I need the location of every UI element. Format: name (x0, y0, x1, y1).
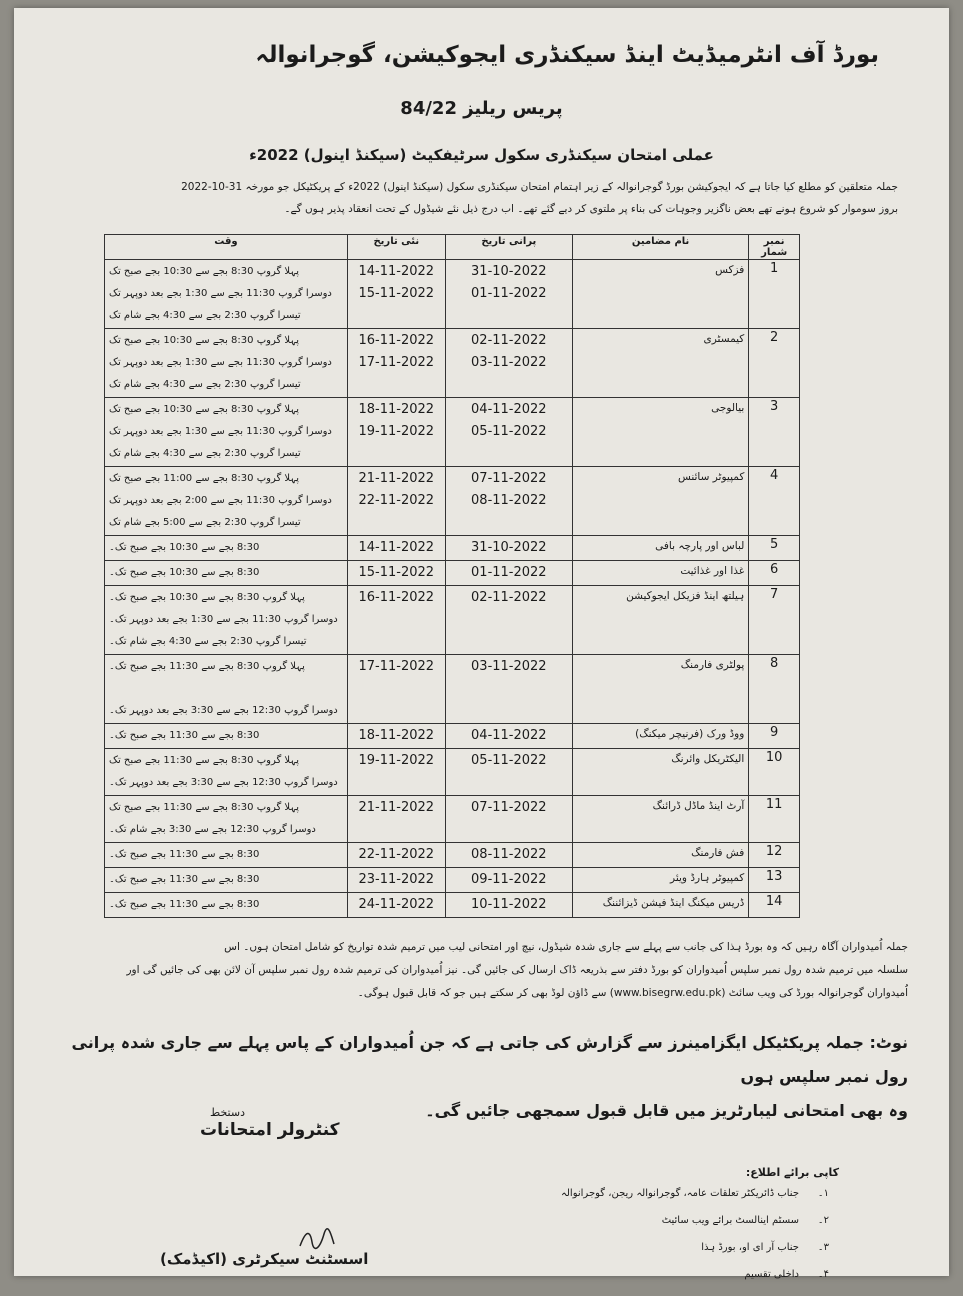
serial-number-cell: 12 (749, 843, 800, 868)
time-cell (105, 536, 348, 561)
serial-number-cell: 13 (749, 868, 800, 893)
new-date: 19-11-2022 (358, 424, 435, 439)
signature-scribble (296, 1228, 336, 1250)
old-date-cell (445, 536, 572, 561)
new-date: 22-11-2022 (358, 847, 435, 862)
time-cell (105, 467, 348, 536)
time-slot: دوسرا گروپ 12:30 بجے سے 3:30 بجے بعد دوپہر تک۔ (109, 777, 338, 788)
time-cell (105, 749, 348, 796)
signed-label: دستخط (210, 1106, 245, 1119)
time-cell (105, 868, 348, 893)
subject-cell: بیالوجی (572, 398, 748, 467)
old-date: 02-11-2022 (471, 333, 547, 348)
table-row (105, 329, 800, 398)
time-slot: دوسرا گروپ 11:30 بجے سے 1:30 بجے بعد دوپہر تک (109, 357, 332, 368)
new-date-cell (347, 398, 445, 467)
old-date: 08-11-2022 (471, 847, 547, 862)
new-date-cell (347, 260, 445, 329)
time-cell (105, 586, 348, 655)
note-line: نوٹ: جملہ پریکٹیکل ایگزامینرز سے گزارش کی جاتی ہے کہ جن اُمیدواران کے پاس پہلے سے جاری شدہ پرانی رول نمبر سلپس ہوں (71, 1033, 908, 1086)
time-slot: 8:30 بجے سے 11:30 بجے صبح تک۔ (109, 899, 260, 910)
time-slot: 8:30 بجے سے 10:30 بجے صبح تک۔ (109, 542, 260, 553)
press-release-number: پریس ریلیز 84/22 (400, 98, 563, 119)
time-slot: پہلا گروپ 8:30 بجے سے 10:30 بجے صبح تک۔ (109, 592, 305, 603)
subject-cell: غذا اور غذائیت (572, 561, 748, 586)
serial-number-cell: 9 (749, 724, 800, 749)
new-date-cell (347, 893, 445, 918)
old-date-cell (445, 724, 572, 749)
intro-line: بروز سوموار کو شروع ہونے تھے بعض ناگزیر وجوہات کی بناء پر ملتوی کر دیے گئے تھے۔ اب درج ذیل نئے شیڈول کے تحت انعقاد پذیر ہوں گے۔ (284, 203, 898, 215)
serial-number-cell: 5 (749, 536, 800, 561)
table-row (105, 586, 800, 655)
old-date: 05-11-2022 (471, 753, 547, 768)
old-date: 10-11-2022 (471, 897, 547, 912)
time-cell (105, 329, 348, 398)
subject-cell: ووڈ ورک (فرنیچر میکنگ) (572, 724, 748, 749)
old-date-cell (445, 868, 572, 893)
time-slot (109, 678, 343, 700)
subject-cell: الیکٹریکل وائرنگ (572, 749, 748, 796)
old-date: 09-11-2022 (471, 872, 547, 887)
serial-number-cell: 2 (749, 329, 800, 398)
time-slot: پہلا گروپ 8:30 بجے سے 11:30 بجے صبح تک (109, 802, 300, 813)
table-row (105, 796, 800, 843)
old-date: 31-10-2022 (471, 264, 547, 279)
header-time: وقت (105, 235, 348, 260)
time-slot: 8:30 بجے سے 11:30 بجے صبح تک۔ (109, 849, 260, 860)
table-row (105, 561, 800, 586)
old-date: 01-11-2022 (471, 565, 547, 580)
old-date-cell (445, 586, 572, 655)
new-date-cell (347, 843, 445, 868)
old-date-cell (445, 893, 572, 918)
document-page (14, 8, 949, 1280)
new-date: 17-11-2022 (358, 659, 435, 674)
copy-heading: کاپی برائے اطلاع: (745, 1166, 839, 1179)
old-date-cell (445, 561, 572, 586)
time-cell (105, 893, 348, 918)
time-slot: پہلا گروپ 8:30 بجے سے 10:30 بجے صبح تک (109, 404, 300, 415)
schedule-table (104, 234, 800, 918)
time-slot: تیسرا گروپ 2:30 بجے سے 4:30 بجے شام تک (109, 448, 301, 459)
notice-paragraph (58, 936, 908, 1005)
table-row (105, 467, 800, 536)
new-date: 16-11-2022 (358, 333, 435, 348)
exam-title: عملی امتحان سیکنڈری سکول سرٹیفکیٹ (سیکنڈ اینول) 2022ء (249, 146, 714, 164)
old-date-cell (445, 796, 572, 843)
new-date: 14-11-2022 (358, 540, 435, 555)
note-paragraph (58, 1026, 908, 1128)
time-slot: دوسرا گروپ 11:30 بجے سے 2:00 بجے بعد دوپہر تک (109, 495, 332, 506)
old-date: 08-11-2022 (471, 493, 547, 508)
subject-cell: ڈریس میکنگ اینڈ فیشن ڈیزائننگ (572, 893, 748, 918)
list-item-number: ۱۔ (817, 1188, 829, 1199)
new-date-cell (347, 586, 445, 655)
time-slot: پہلا گروپ 8:30 بجے سے 10:30 بجے صبح تک (109, 335, 300, 346)
new-date: 15-11-2022 (358, 565, 435, 580)
time-cell (105, 398, 348, 467)
new-date: 22-11-2022 (358, 493, 435, 508)
new-date: 18-11-2022 (358, 728, 435, 743)
time-slot: پہلا گروپ 8:30 بجے سے 11:30 بجے صبح تک (109, 755, 300, 766)
new-date: 23-11-2022 (358, 872, 435, 887)
new-date: 15-11-2022 (358, 286, 435, 301)
new-date: 16-11-2022 (358, 590, 435, 605)
new-date-cell (347, 749, 445, 796)
new-date-cell (347, 561, 445, 586)
serial-number-cell: 11 (749, 796, 800, 843)
new-date-cell (347, 329, 445, 398)
new-date: 14-11-2022 (358, 264, 435, 279)
new-date: 21-11-2022 (358, 800, 435, 815)
time-slot: تیسرا گروپ 2:30 بجے سے 4:30 بجے شام تک (109, 379, 301, 390)
intro-line: جملہ متعلقین کو مطلع کیا جاتا ہے کہ ایجوکیشن بورڈ گوجرانوالہ کے زیر اہتمام امتحان سیکنڈری سکول (سیکنڈ اینول) 2022ء کے پریکٹیکل جو مورخہ 31-10-2022 (181, 181, 898, 193)
old-date: 07-11-2022 (471, 800, 547, 815)
new-date-cell (347, 796, 445, 843)
serial-number-cell: 6 (749, 561, 800, 586)
old-date: 04-11-2022 (471, 402, 547, 417)
time-slot: پہلا گروپ 8:30 بجے سے 10:30 بجے صبح تک (109, 266, 300, 277)
time-slot: دوسرا گروپ 12:30 بجے سے 3:30 بجے شام تک۔ (109, 824, 316, 835)
subject-cell: آرٹ اینڈ ماڈل ڈرائنگ (572, 796, 748, 843)
table-row (105, 868, 800, 893)
serial-number-cell: 3 (749, 398, 800, 467)
list-item (369, 1188, 829, 1215)
list-item (369, 1215, 829, 1242)
notice-line: سلسلہ میں ترمیم شدہ رول نمبر سلپس اُمیدواران کو بورڈ دفتر سے بذریعہ ڈاک ارسال کی جائیں گی۔ نیز اُمیدواران کی ترمیم شدہ رول نمبر سلپس آن لائن بھی کی جائیں گی اور (126, 964, 908, 976)
subject-cell: کیمسٹری (572, 329, 748, 398)
list-item (369, 1242, 829, 1269)
intro-paragraph (58, 176, 898, 220)
old-date: 01-11-2022 (471, 286, 547, 301)
old-date: 03-11-2022 (471, 355, 547, 370)
controller-title: کنٹرولر امتحانات (200, 1120, 340, 1140)
list-item-text: جناب ڈائریکٹر تعلقات عامہ، گوجرانوالہ ریجن، گوجرانوالہ (561, 1188, 799, 1199)
table-row (105, 724, 800, 749)
subject-cell: فزکس (572, 260, 748, 329)
subject-cell: کمپیوٹر ہارڈ ویئر (572, 868, 748, 893)
time-slot: تیسرا گروپ 2:30 بجے سے 4:30 بجے شام تک (109, 310, 301, 321)
notice-line: اُمیدواران گوجرانوالہ بورڈ کی ویب سائٹ (www.bisegrw.edu.pk) سے ڈاؤن لوڈ بھی کر سکتے ہیں جو کہ قابل قبول ہوگی۔ (357, 987, 908, 999)
list-item-text: داخلی تقسیم (744, 1269, 799, 1280)
old-date-cell (445, 843, 572, 868)
time-slot: دوسرا گروپ 11:30 بجے سے 1:30 بجے بعد دوپہر تک (109, 288, 332, 299)
serial-number-cell: 14 (749, 893, 800, 918)
board-name: بورڈ آف انٹرمیڈیٹ اینڈ سیکنڈری ایجوکیشن، گوجرانوالہ (255, 42, 879, 68)
serial-number-cell: 7 (749, 586, 800, 655)
header-new-date: نئی تاریخ (347, 235, 445, 260)
header-old-date: پرانی تاریخ (445, 235, 572, 260)
list-item-number: ۳۔ (817, 1242, 829, 1253)
time-slot: 8:30 بجے سے 10:30 بجے صبح تک۔ (109, 567, 260, 578)
time-cell (105, 843, 348, 868)
list-item (369, 1269, 829, 1296)
new-date-cell (347, 655, 445, 724)
time-slot: دوسرا گروپ 12:30 بجے سے 3:30 بجے بعد دوپہر تک۔ (109, 705, 338, 716)
old-date-cell (445, 329, 572, 398)
table-row (105, 398, 800, 467)
time-slot: 8:30 بجے سے 11:30 بجے صبح تک۔ (109, 730, 260, 741)
header-subject: نام مضامین (572, 235, 748, 260)
new-date-cell (347, 536, 445, 561)
list-item-text: سسٹم اینالسٹ برائے ویب سائیٹ (661, 1215, 799, 1226)
new-date-cell (347, 724, 445, 749)
table-row (105, 749, 800, 796)
time-cell (105, 561, 348, 586)
time-slot: پہلا گروپ 8:30 بجے سے 11:00 بجے صبح تک (109, 473, 300, 484)
old-date-cell (445, 398, 572, 467)
table-header-row (105, 235, 800, 260)
subject-cell: کمپیوٹر سائنس (572, 467, 748, 536)
notice-line: جملہ اُمیدواران آگاہ رہیں کہ وہ بورڈ ہذا کی جانب سے پہلے سے جاری شدہ شیڈول، نیچ اور امتحانی لیب میں ترمیم شدہ تواریخ کو شامل امتحان ہوں۔ اس (224, 941, 908, 953)
old-date: 04-11-2022 (471, 728, 547, 743)
table-row (105, 655, 800, 724)
table-row (105, 536, 800, 561)
table-row (105, 893, 800, 918)
new-date: 18-11-2022 (358, 402, 435, 417)
new-date: 21-11-2022 (358, 471, 435, 486)
time-slot: 8:30 بجے سے 11:30 بجے صبح تک۔ (109, 874, 260, 885)
header-serial-number: نمبر شمار (749, 235, 800, 260)
time-cell (105, 796, 348, 843)
old-date-cell (445, 260, 572, 329)
time-cell (105, 260, 348, 329)
time-slot: پہلا گروپ 8:30 بجے سے 11:30 بجے صبح تک۔ (109, 661, 305, 672)
subject-cell: پولٹری فارمنگ (572, 655, 748, 724)
table-row (105, 260, 800, 329)
old-date: 03-11-2022 (471, 659, 547, 674)
old-date: 31-10-2022 (471, 540, 547, 555)
new-date-cell (347, 467, 445, 536)
new-date: 24-11-2022 (358, 897, 435, 912)
subject-cell: لباس اور پارچہ بافی (572, 536, 748, 561)
serial-number-cell: 4 (749, 467, 800, 536)
serial-number-cell: 8 (749, 655, 800, 724)
note-line: وہ بھی امتحانی لیبارٹریز میں قابل قبول سمجھی جائیں گی۔ (425, 1101, 908, 1120)
old-date-cell (445, 749, 572, 796)
time-slot: دوسرا گروپ 11:30 بجے سے 1:30 بجے بعد دوپہر تک۔ (109, 614, 338, 625)
list-item-text: جناب آر ای او، بورڈ ہذا (701, 1242, 799, 1253)
list-item-number: ۲۔ (817, 1215, 829, 1226)
old-date: 02-11-2022 (471, 590, 547, 605)
old-date-cell (445, 467, 572, 536)
subject-cell: فش فارمنگ (572, 843, 748, 868)
old-date: 07-11-2022 (471, 471, 547, 486)
list-item-number: ۴۔ (817, 1269, 829, 1280)
subject-cell: ہیلتھ اینڈ فزیکل ایجوکیشن (572, 586, 748, 655)
time-slot: تیسرا گروپ 2:30 بجے سے 5:00 بجے شام تک (109, 517, 301, 528)
time-cell (105, 724, 348, 749)
time-slot: دوسرا گروپ 11:30 بجے سے 1:30 بجے بعد دوپہر تک (109, 426, 332, 437)
old-date-cell (445, 655, 572, 724)
table-row (105, 843, 800, 868)
serial-number-cell: 10 (749, 749, 800, 796)
serial-number-cell: 1 (749, 260, 800, 329)
time-slot: تیسرا گروپ 2:30 بجے سے 4:30 بجے شام تک۔ (109, 636, 307, 647)
new-date-cell (347, 868, 445, 893)
time-cell (105, 655, 348, 724)
new-date: 17-11-2022 (358, 355, 435, 370)
new-date: 19-11-2022 (358, 753, 435, 768)
old-date: 05-11-2022 (471, 424, 547, 439)
assistant-secretary-title: اسسٹنٹ سیکرٹری (اکیڈمک) (160, 1250, 369, 1268)
